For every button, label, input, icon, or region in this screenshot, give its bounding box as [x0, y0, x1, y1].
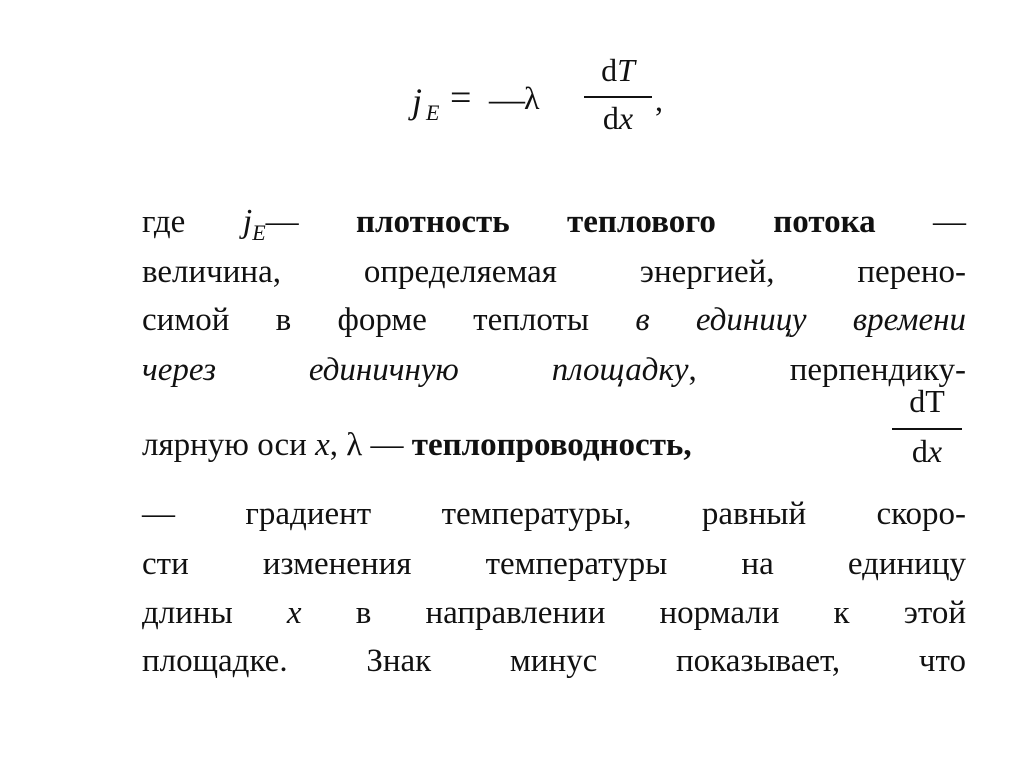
formula-denominator-d: d	[602, 100, 619, 136]
formula-denominator	[584, 100, 652, 137]
text-line-7: сти изменения температуры на единицу	[142, 546, 966, 582]
formula-denominator-x: x	[618, 100, 634, 136]
term-heat-flux-density: плотность теплового потока	[356, 204, 876, 240]
line5-plain: лярную оси	[142, 427, 307, 463]
formula-fraction-bar	[584, 96, 652, 98]
gradient-numerator: dT	[909, 383, 945, 419]
formula-j-symbol: j	[412, 81, 423, 121]
term-thermal-conductivity: теплопроводность,	[411, 427, 692, 463]
heat-flux-formula	[412, 52, 672, 152]
text-line-1	[142, 202, 966, 245]
formula-numerator	[584, 52, 652, 89]
text-line-9: площадке. Знак минус показывает, что	[142, 643, 966, 679]
gradient-fraction	[892, 383, 962, 479]
formula-numerator-d: d	[601, 52, 618, 88]
inline-j-symbol: j	[242, 203, 253, 240]
text-line-6: — градиент температуры, равный скоро-	[142, 496, 966, 532]
gradient-denominator	[892, 433, 962, 470]
gradient-denominator-x: x	[927, 433, 943, 469]
line3-italic: в единицу времени	[635, 302, 967, 338]
line8-b: в направлении нормали к этой	[355, 595, 967, 631]
line5-lambda: λ	[346, 427, 363, 463]
inline-subscript-e: E	[252, 220, 266, 245]
dash: —	[265, 204, 299, 240]
formula-numerator-t: T	[617, 52, 635, 88]
line5-x: x	[315, 427, 330, 463]
formula-fraction	[584, 52, 652, 152]
word-gde: где	[142, 204, 186, 240]
text-line-4	[142, 350, 966, 390]
gradient-denominator-d: d	[911, 433, 928, 469]
line5-dash: —	[370, 427, 404, 463]
text-line-8	[142, 593, 966, 633]
formula-equals-sign: =	[450, 77, 472, 119]
formula-lambda: λ	[524, 80, 540, 116]
formula-minus-sign: —	[489, 79, 525, 119]
line4-italic: через единичную площадку	[142, 352, 689, 388]
text-line-5	[142, 425, 882, 465]
dash: —	[933, 204, 967, 240]
gradient-fraction-bar	[892, 428, 962, 430]
formula-comma: ,	[655, 82, 663, 118]
line8-x: x	[286, 595, 302, 631]
text-line-2: величина, определяемая энергией, перено-	[142, 254, 966, 290]
line5-comma: ,	[329, 427, 338, 463]
line8-a: длины	[142, 595, 233, 631]
formula-subscript-e: E	[426, 100, 440, 125]
line3-plain: симой в форме теплоты	[142, 302, 590, 338]
text-line-3	[142, 300, 966, 340]
line4-plain: , перпендику-	[688, 352, 966, 388]
